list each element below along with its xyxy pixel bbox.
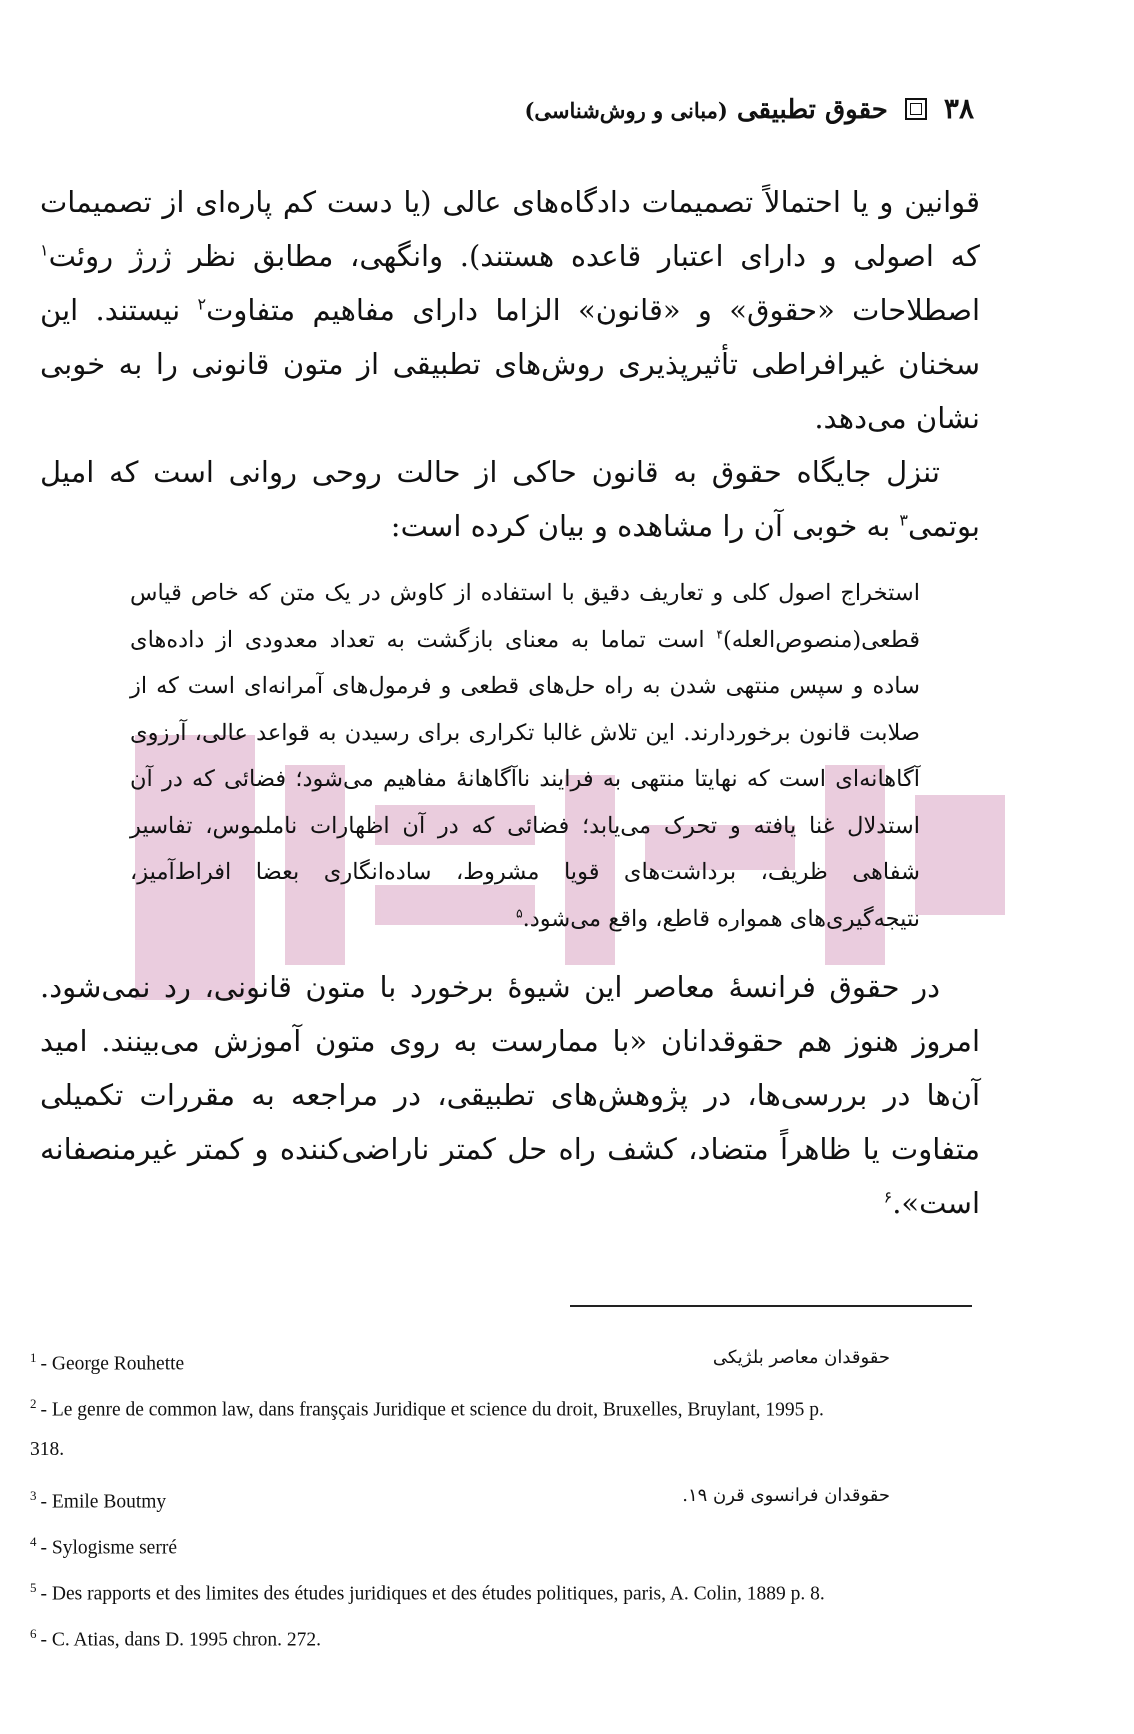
footnote-1 (30, 1335, 990, 1381)
footnote-ref-2: ۲ (197, 294, 207, 314)
page-number: ۳۸ (943, 92, 974, 125)
footnote-persian-note: حقوقدان فرانسوی قرن ۱۹. (682, 1485, 890, 1506)
book-subtitle: (مبانی و روش‌شناسی) (524, 98, 728, 123)
footnote-number: 3 (30, 1488, 37, 1503)
footnote-persian-note: حقوقدان معاصر بلژیکی (712, 1347, 890, 1368)
footnote-number: 1 (30, 1350, 37, 1365)
footnote-text: - Des rapports et des limites des études juridiques et des études politiques, paris, A. Colin, 1889 p. 8. (40, 1583, 825, 1605)
paragraph-1-text-b: اصطلاحات «حقوق» و «قانون» الزاما دارای مفاهیم متفاوت (206, 293, 981, 327)
square-bullet-icon (905, 98, 927, 120)
footnotes (30, 1335, 990, 1657)
paragraph-2 (40, 445, 980, 553)
footnote-text: - Sylogisme serré (40, 1537, 177, 1559)
footnote-ref-4: ۴ (716, 627, 723, 641)
paragraph-1-text-a: قوانین و یا احتمالاً تصمیمات دادگاه‌های عالی (یا دست کم پاره‌ای از تصمیمات که اصولی و دارای اعتبار قاعده هستند). وانگهی، مطابق نظر ژرژ روئت (40, 185, 980, 273)
footnote-text: - Le genre de common law, dans franşçais Juridique et science du droit, Bruxelles, Bruylant, 1995 p. (40, 1399, 824, 1421)
paragraph-3-text: در حقوق فرانسهٔ معاصر این شیوهٔ برخورد با متون قانونی، رد نمی‌شود. امروز هنوز هم حقوقدانان «با ممارست به روی متون آموزش می‌بینند. امید آن‌ها در بررسی‌ها، در پژوهش‌های تطبیقی، در مراجعه به مقررات تکمیلی متفاوت یا ظاهراً متضاد، کشف راه حل کمتر ناراضی‌کننده و کمتر غیرمنصفانه است». (40, 970, 980, 1220)
footnote-text: 318. (30, 1439, 65, 1460)
paragraph-1 (40, 175, 980, 445)
footnote-number: 4 (30, 1534, 37, 1549)
book-title: حقوق تطبیقی (736, 95, 888, 125)
main-text-upper (40, 175, 980, 553)
paragraph-3 (40, 960, 980, 1230)
footnote-6 (30, 1611, 990, 1657)
footnote-4 (30, 1519, 990, 1565)
block-quote (130, 570, 920, 942)
footnote-ref-1: ۱ (40, 240, 49, 260)
footnote-ref-5: ۵ (516, 906, 523, 920)
footnote-5 (30, 1565, 990, 1611)
footnote-separator (570, 1305, 972, 1307)
quote-text-b: است تماما به معنای بازگشت به تعداد معدودی از داده‌های ساده و سپس منتهی شدن به راه حل‌های قطعی و فرمول‌های آمرانه‌ای است که از صلابت قانون برخوردارند. این تلاش غالبا تکراری برای رسیدن به قواعد عالی، آرزوی آگاهانه‌ای است که نهایتا منتهی به فرایند ناآگاهانهٔ مفاهیم می‌شود؛ فضائی که در آن استدلال غنا یافته و تحرک می‌یابد؛ فضائی که در آن اظهارات ناملموس، تفاسیر شفاهی ظریف، برداشت‌های قویا مشروط، ساده‌انگاری بعضا افراط‌آمیز، نتیجه‌گیری‌های همواره قاطع، واقع می‌شود. (130, 626, 920, 932)
main-text-lower (40, 960, 980, 1230)
running-header (174, 92, 974, 125)
footnote-number: 6 (30, 1626, 37, 1641)
paragraph-2-text-b: به خوبی آن را مشاهده و بیان کرده است: (390, 509, 900, 543)
paragraph-1-text-c: نیستند. این سخنان غیرافراطی تأثیرپذیری روش‌های تطبیقی از متون قانونی را به خوبی نشان می‌دهد. (40, 293, 980, 435)
footnote-text: - Emile Boutmy (40, 1491, 167, 1513)
footnote-number: 5 (30, 1580, 37, 1595)
footnote-ref-6: ۶ (883, 1187, 893, 1207)
quote-text-a: استخراج اصول کلی و تعاریف دقیق با استفاده از کاوش در یک متن که خاص قیاس قطعی(منصوص‌العله) (130, 580, 920, 653)
footnote-2-continuation (30, 1427, 990, 1473)
footnote-ref-3: ۳ (899, 510, 908, 530)
footnote-3 (30, 1473, 990, 1519)
quote-text (130, 570, 920, 942)
footnote-number: 2 (30, 1396, 37, 1411)
footnote-text: - George Rouhette (40, 1353, 185, 1375)
footnote-text: - C. Atias, dans D. 1995 chron. 272. (40, 1629, 322, 1651)
paragraph-2-text-a: تنزل جایگاه حقوق به قانون حاکی از حالت روحی روانی است که امیل بوتمی (40, 455, 980, 543)
footnote-2 (30, 1381, 990, 1427)
